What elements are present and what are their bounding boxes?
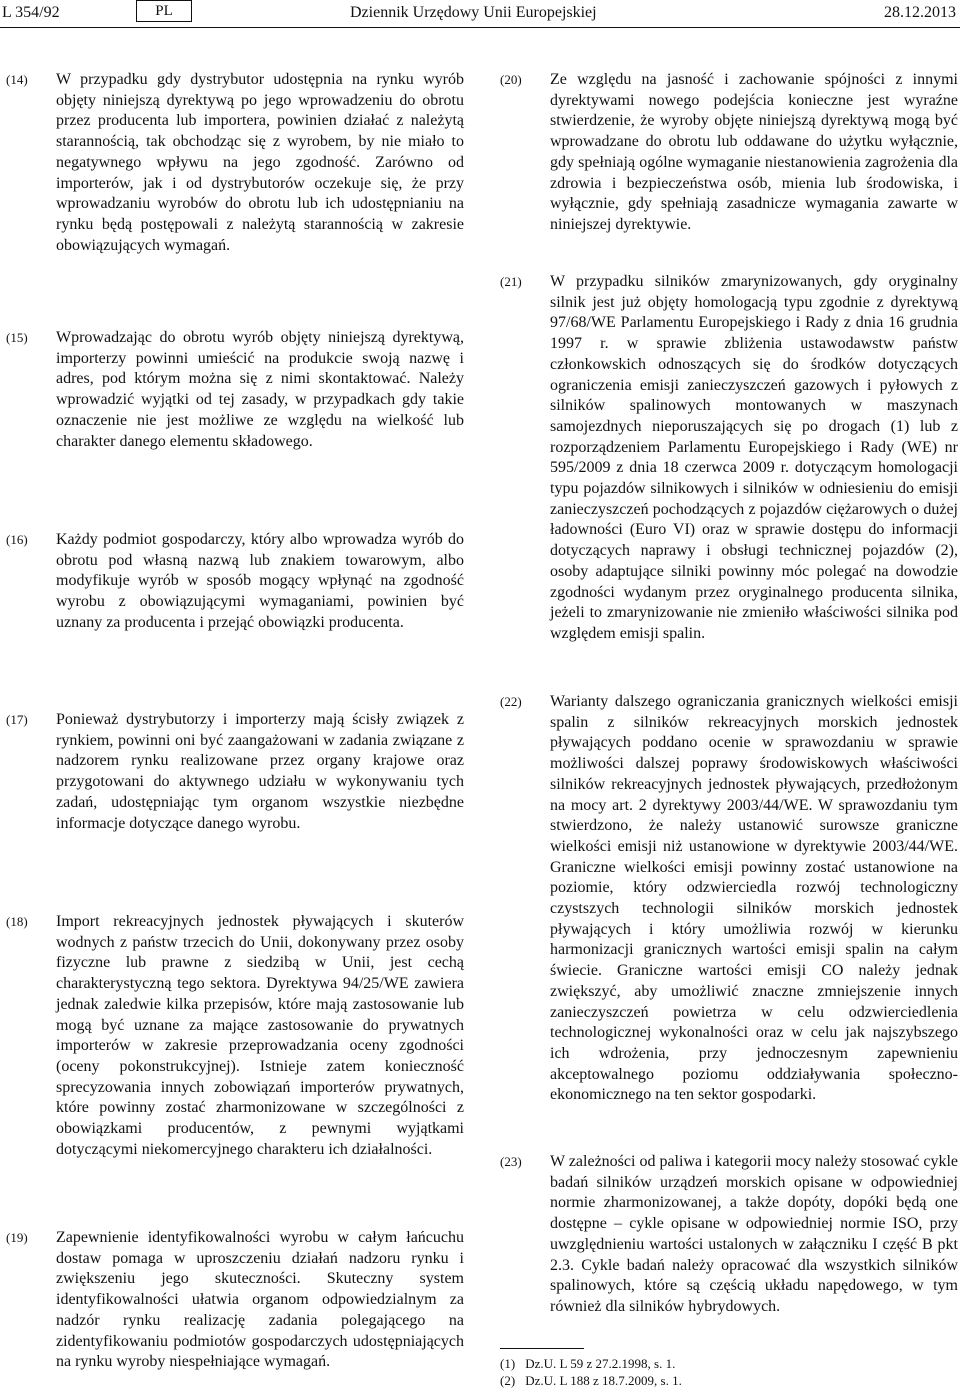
footnote-mark: (1) <box>500 1356 516 1371</box>
page-number: L 354/92 <box>2 4 60 21</box>
recital-text: Ponieważ dystrybutorzy i importerzy mają ścisły związek z rynkiem, powinni oni być zaangażowani w zadania związane z nadzorem rynku realizowane przez organy krajowe oraz przygotowani do aktywnego udziału w wykonywaniu tych zadań, udostępniając tym organom wszystkie niezbędne informacje dotyczące danego wyrobu. <box>56 711 464 832</box>
footnote-text: Dz.U. L 188 z 18.7.2009, s. 1. <box>525 1373 682 1388</box>
recital-number: (22) <box>500 694 522 709</box>
recital-number: (15) <box>6 330 28 345</box>
recital-text: W przypadku gdy dystrybutor udostępnia na rynku wyrób objęty niniejszą dyrektywą po jego wprowadzeniu do obrotu przez producenta lub importera, powinien działać z należytą starannością, tak obchodząc się z wyrobem, by nie miało to negatywnego wpływu na jego zgodność. Zarówno od importerów, jak i od dystrybutorów oczekuje się, że przy wprowadzaniu wyrobów do obrotu lub ich udostępnianiu na rynku będą postępowali z należytą starannością w zakresie obowiązujących wymagań. <box>56 71 464 254</box>
recital-number: (19) <box>6 1230 28 1245</box>
recital-number: (18) <box>6 914 28 929</box>
header-divider <box>0 27 960 28</box>
recital-number: (20) <box>500 72 522 87</box>
recital-number: (17) <box>6 712 28 727</box>
footnote-divider <box>500 1348 584 1349</box>
footnote-text: Dz.U. L 59 z 27.2.1998, s. 1. <box>525 1356 676 1371</box>
footnote-mark: (2) <box>500 1373 516 1388</box>
recital-text: Wprowadzając do obrotu wyrób objęty niniejszą dyrektywą, importerzy powinni umieścić na produkcie swoją nazwę i adres, pod którym można się z nimi skontaktować. Należy wprowadzić wyjątki od tej zasady, w przypadkach gdy takie oznaczenie nie jest możliwe ze względu na wielkość lub charakter danego elementu składowego. <box>56 329 464 450</box>
recital-text: W zależności od paliwa i kategorii mocy należy stosować cykle badań silników urządzeń morskich opisane w odpowiedniej normie zharmonizowanej, a także dopóty, dopóki będą one dostępne – cykle opisane w odpowiedniej normie ISO, przy uwzględnieniu wartości ustalonych w załączniku I część B pkt 2.3. Cykle badań należy opracować dla wszystkich silników spalinowych, które są częścią układu napędowego, w tym również dla silników hybrydowych. <box>550 1153 958 1315</box>
footnote-1 <box>500 1356 675 1371</box>
journal-title: Dziennik Urzędowy Unii Europejskiej <box>350 4 597 21</box>
publication-date: 28.12.2013 <box>884 4 956 21</box>
recital-text: Import rekreacyjnych jednostek pływających i skuterów wodnych z państw trzecich do Unii, dokonywany przez osoby fizyczne lub prawne z siedzibą w Unii, jest cechą charakterystyczną tego sektora. Dyrektywa 94/25/WE zawiera jednak zaledwie kilka przepisów, które mają zastosowanie lub mogą być uznane za mające zastosowanie do prywatnych importerów w zakresie przeprowadzania oceny zgodności (oceny pokonstrukcyjnej). Istnieje zatem konieczność sprecyzowania innych zobowiązań importerów prywatnych, które powinny zostać zharmonizowane w szczególności z obowiązkami producentów, z pewnymi wyjątkami dotyczącymi niekomercyjnego charakteru ich działalności. <box>56 913 464 1158</box>
recital-number: (21) <box>500 274 522 289</box>
footnote-2 <box>500 1373 682 1388</box>
page-header <box>0 0 960 26</box>
recital-text: Każdy podmiot gospodarczy, który albo wprowadza wyrób do obrotu pod własną nazwą lub znakiem towarowym, albo modyfikuje wyrób w sposób mogący wpłynąć na zgodność wyrobu z obowiązującymi wymaganiami, powinien być uznany za producenta i przejąć obowiązki producenta. <box>56 531 464 631</box>
language-badge: PL <box>136 0 192 22</box>
recital-number: (16) <box>6 532 28 547</box>
recital-number: (23) <box>500 1154 522 1169</box>
recital-text: W przypadku silników zmarynizowanych, gdy oryginalny silnik jest już objęty homologacją typu zgodnie z dyrektywą 97/68/WE Parlamentu Europejskiego i Rady z dnia 16 grudnia 1997 r. w sprawie zbliżenia ustawodawstw państw członkowskich odnoszących się do środków dotyczących ograniczenia emisji zanieczyszczeń gazowych i pyłowych z silników spalinowych montowanych w maszynach samojezdnych nieporuszających się po drogach (1) lub z rozporządzeniem Parlamentu Europejskiego i Rady (WE) nr 595/2009 z dnia 18 czerwca 2009 r. dotyczącym homologacji typu pojazdów silnikowych i silników w odniesieniu do emisji zanieczyszczeń pochodzących z pojazdów ciężarowych o dużej ładowności (Euro VI) oraz w sprawie dostępu do informacji dotyczących naprawy i obsługi technicznej pojazdów (2), osoby adaptujące silniki powinny móc polegać na dowodzie zgodności wydanym przez oryginalnego producenta silnika, jeżeli to zmarynizowanie nie zmieniło właściwości silnika pod względem emisji spalin. <box>550 273 958 642</box>
recital-text: Zapewnienie identyfikowalności wyrobu w całym łańcuchu dostaw pomaga w uproszczeniu działań nadzoru rynku i zwiększeniu jego skuteczności. Skuteczny system identyfikowalności ułatwia organom odpowiedzialnym za nadzór rynku realizację zadania polegającego na zidentyfikowaniu podmiotów gospodarczych udostępniających na rynku wyroby niespełniające wymagań. <box>56 1229 464 1371</box>
recital-text: Warianty dalszego ograniczania granicznych wielkości emisji spalin z silników rekreacyjnych morskich jednostek pływających poddano ocenie w sprawozdaniu w sprawie możliwości dalszej poprawy środowiskowych właściwości silników rekreacyjnych jednostek pływających, przedłożonym na mocy art. 2 dyrektywy 2003/44/WE. W sprawozdaniu tym stwierdzono, że należy ustanowić surowsze graniczne wielkości emisji niż ustanowione w dyrektywie 2003/44/WE. Graniczne wielkości emisji powinny zostać ustanowione na poziomie, który odzwierciedla rozwój technologiczny czystszych technologii silników morskich jednostek pływających i który umożliwia rozwój w kierunku harmonizacji granicznych wartości emisji spalin na całym świecie. Graniczne wartości emisji CO należy jednak zwiększyć, aby umożliwić znaczne zmniejszenie innych zanieczyszczeń powietrza w celu odzwierciedlenia technologicznej wykonalności oraz w celu jak najszybszego ich wdrożenia, przy jednoczesnym zapewnieniu akceptowalnego poziomu oddziaływania społeczno-ekonomicznego na ten sektor gospodarki. <box>550 693 958 1104</box>
recital-text: Ze względu na jasność i zachowanie spójności z innymi dyrektywami nowego podejścia konieczne jest wyraźne stwierdzenie, że wyroby objęte niniejszą dyrektywą mogą być wprowadzane do obrotu lub oddawane do użytku wyłącznie, gdy spełniają ogólne wymaganie niestanowienia zagrożenia dla zdrowia i bezpieczeństwa osób, mienia lub środowiska, i wyłącznie, gdy spełniają zasadnicze wymagania zawarte w niniejszej dyrektywie. <box>550 71 958 233</box>
recital-number: (14) <box>6 72 28 87</box>
